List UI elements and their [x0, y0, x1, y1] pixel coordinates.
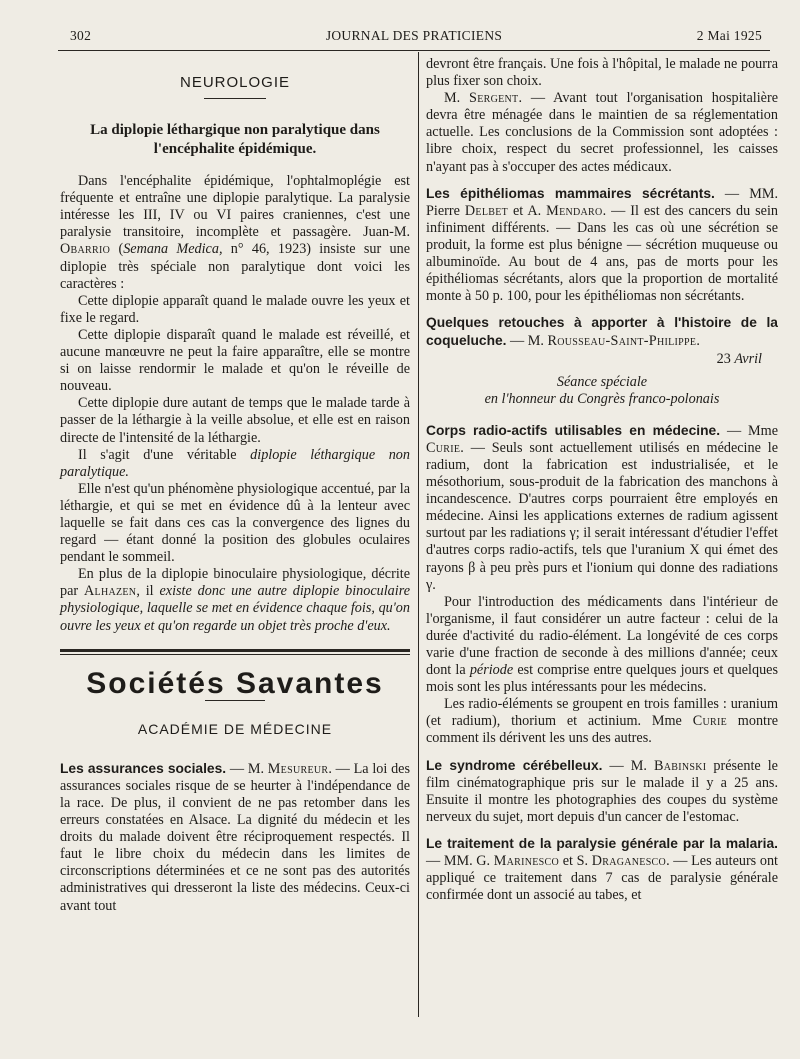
entry-heading: Les épithéliomas mammaires sécrétants. — [426, 185, 715, 201]
paragraph: Dans l'encéphalite épidémique, l'ophtalmoplégie est fréquente et entraîne une diplopie paralytique. La paralysie intéresse les III, IV ou VI paires craniennes, c'est une paralysie transitoire, incomplète et passagère. Juan-M. Obarrio (Semana Medica, n° 46, 1923) insiste sur une diplopie très spéciale non paralytique dont voici les caractères : — [60, 173, 411, 292]
author-name: Curie — [692, 713, 727, 730]
header-rule — [58, 50, 770, 51]
author-name: Sergent — [469, 90, 519, 107]
author-name: Delbet — [464, 202, 509, 219]
paragraph: En plus de la diplopie binoculaire physiologique, décrite par Alhazen, il existe donc une autre diplopie binoculaire physiologique, laquelle se met en évidence chaque fois, qu'on ouvre les yeux et qu'on regarde un objet très proche d'eux. — [60, 566, 410, 634]
entry-heading: Corps radio-actifs utilisables en médecine. — [426, 422, 721, 438]
right-column — [426, 56, 778, 904]
entry-heading: Le traitement de la paralysie générale par la malaria. — [426, 835, 778, 851]
paragraph-radio-actifs: Corps radio-actifs utilisables en médecine. — Mme Curie. — Seuls sont actuellement utilisés en médecine le radium, dont la fabrication est industrialisée, et le mésothorium, sous-produit de la fabrication des manchons à incandescence. D'autres corps pourraient être employés en médecine. Ainsi les applications externes de radium agissent surtout par les radiations γ; il serait intéressant d'étudier l'effet d'autres corps radio-actifs, tels que l'uranium X qui émet des rayons β à peu près purs et l'ionium qui donne des radiations γ. — [426, 422, 779, 593]
author-name: Obarrio — [60, 241, 111, 258]
paragraph-coqueluche: Quelques retouches à apporter à l'histoire de la coqueluche. — M. Rousseau-Saint-Philippe. — [426, 315, 778, 350]
issue-date: 2 Mai 1925 — [696, 28, 762, 43]
column-divider — [418, 52, 419, 1017]
seance-subtitle: en l'honneur du Congrès franco-polonais — [484, 390, 720, 407]
paragraph: Pour l'introduction des médicaments dans l'intérieur de l'organisme, il faut considérer un autre facteur : celui de la durée d'activité du radio-élément. La longévité de ces corps varie d'une fraction de seconde à des millions d'année; ceux dont la période est comprise entre quelques jours et quelques mois sont les plus intéressants pour les médecins. — [426, 593, 778, 696]
paragraph: devront être français. Une fois à l'hôpital, le malade ne pourra plus fixer son choix. — [426, 56, 778, 90]
author-name: Mendaro — [546, 202, 603, 219]
section-rule — [204, 98, 266, 99]
paragraph-sergent: M. Sergent. — Avant tout l'organisation hospitalière devra être ménagée dans le maintien de sa réglementation actuelle. Les conclusions de la Commission sont adoptées : libre choix, respect du secret professionnel, les caisses n'ayant pas à s'occuper des actes médicaux. — [426, 90, 778, 175]
entry-heading: Le syndrome cérébelleux. — [426, 757, 603, 773]
left-column — [60, 56, 410, 915]
section-divider-thin — [60, 654, 410, 655]
article-title: La diplopie léthargique non paralytique dans l'encéphalite épidémique. — [90, 122, 380, 158]
paragraph: Les radio-éléments se groupent en trois familles : uranium (et radium), thorium et actinium. Mme Curie montre comment ils dérivent les uns des autres. — [426, 696, 778, 747]
paragraph: Il s'agit d'une véritable diplopie léthargique non paralytique. — [60, 446, 410, 480]
societes-savantes-title: Sociétés Savantes — [86, 666, 384, 700]
seance-speciale: Séance spéciale — [556, 373, 648, 390]
session-date: 23 Avril — [716, 350, 762, 367]
source-name: Semana Medica, — [123, 241, 223, 258]
paragraph-assurances: Les assurances sociales. — M. Mesureur. — La loi des assurances sociales risque de se heurter à l'indépendance de la race. De plus, il convient de ne pas retomber dans les erreurs constatées en Alsace. La dignité du médecin et les droits du malade doivent être réciproquement respectés. Il faut le libre choix du médecin dans les limites de circonscriptions déterminées et ce ne sont pas des autorités administratives qui dresseront la liste des médecins. Ceux-ci avant tout — [60, 760, 410, 914]
author-name: Babinski — [653, 757, 707, 774]
paragraph: Cette diplopie dure autant de temps que le malade tarde à passer de la léthargie à la veille absolue, et elle est en raison directe de l'intensité de la léthargie. — [60, 395, 410, 446]
author-name: Mesureur — [267, 760, 329, 777]
author-name: Alhazen — [83, 583, 137, 600]
journal-title: JOURNAL DES PRATICIENS — [325, 28, 503, 43]
academie-heading: ACADÉMIE DE MÉDECINE — [137, 720, 333, 737]
paragraph-paralysie: Le traitement de la paralysie générale par la malaria. — MM. G. Marinesco et S. Draganesco. — Les auteurs ont appliqué ce traitement dans 7 cas de paralysie générale confirmée dont un associé au tabes, et — [426, 835, 778, 904]
author-name: Rousseau-Saint-Philippe — [547, 333, 697, 350]
author-name: Marinesco — [493, 853, 560, 870]
section-divider-thick — [60, 649, 410, 652]
author-name: Draganesco — [591, 853, 667, 870]
title-rule — [205, 700, 265, 701]
paragraph-epitheliomas: Les épithéliomas mammaires sécrétants. — MM. Pierre Delbet et A. Mendaro. — Il est des cancers du sein infiniment différents. — Dans les cas où une sécrétion se produit, la forme est plus bénigne — sécrétion muqueuse ou albuminoïde. Au bout de 4 ans, pas de morts pour les épithéliomas sécrétants, alors que la proportion de mortalité monte à 50 p. 100, pour les épithéliomas non sécrétants. — [426, 185, 778, 305]
page-number: 302 — [70, 28, 92, 43]
paragraph-cerebelleux: Le syndrome cérébelleux. — M. Babinski présente le film cinématographique pris sur le malade il y a 25 ans. Ensuite il montre les photographies des coupes du système nerveux du sujet, mort depuis d'un cancer de l'estomac. — [426, 757, 778, 825]
paragraph: Elle n'est qu'un phénomène physiologique accentué, par la léthargie, et qui se met en évidence dû à la lenteur avec laquelle se fait dans ces cas la convergence des lignes du regard — étant donné la position des globules oculaires pendant le sommeil. — [60, 480, 410, 566]
running-header — [58, 28, 770, 46]
section-title-neurologie: NEUROLOGIE — [179, 74, 291, 91]
entry-heading: Les assurances sociales. — [60, 760, 227, 776]
paragraph: Cette diplopie apparaît quand le malade ouvre les yeux et fixe le regard. — [60, 292, 410, 326]
entry-heading: Quelques retouches à apporter à l'histoire de la coqueluche. — [426, 315, 778, 349]
paragraph: Cette diplopie disparaît quand le malade est réveillé, et aucune manœuvre ne peut la faire apparaître, elle se montre si on laisse rendormir le malade et qu'on le réveille de nouveau. — [60, 326, 410, 395]
author-name: Curie — [426, 439, 461, 456]
